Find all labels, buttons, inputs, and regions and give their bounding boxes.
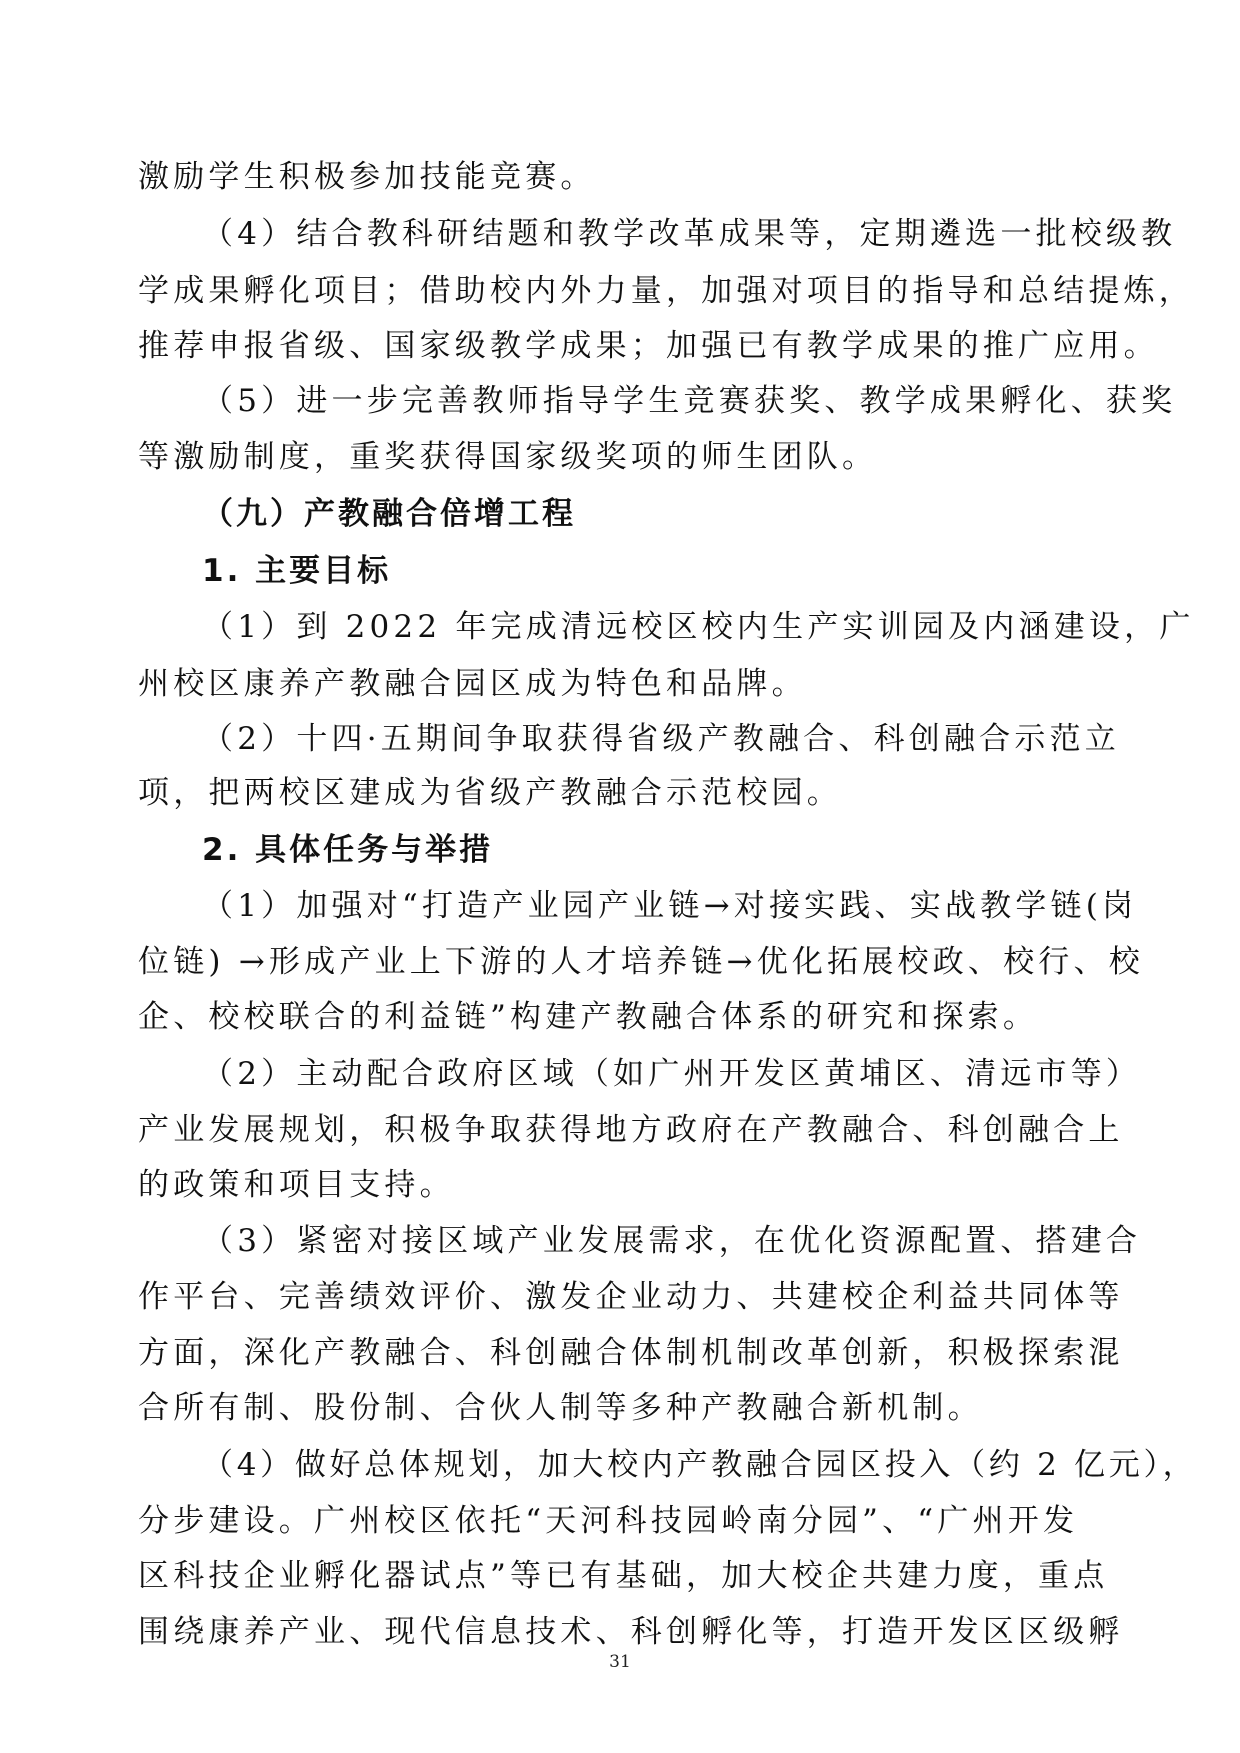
subsection-heading: 1. 主要目标 — [202, 553, 392, 589]
body-text-line: （2）主动配合政府区域（如广州开发区黄埔区、清远市等） — [202, 1056, 1142, 1092]
body-text-line: 企、校校联合的利益链”构建产教融合体系的研究和探索。 — [138, 999, 1039, 1035]
body-text-line: （3）紧密对接区域产业发展需求，在优化资源配置、搭建合 — [202, 1223, 1142, 1259]
body-text-line: （2）十四·五期间争取获得省级产教融合、科创融合示范立 — [202, 721, 1120, 757]
body-text-line: 围绕康养产业、现代信息技术、科创孵化等，打造开发区区级孵 — [138, 1614, 1124, 1650]
body-text-line: 区科技企业孵化器试点”等已有基础，加大校企共建力度，重点 — [138, 1558, 1109, 1594]
body-text-line: 分步建设。广州校区依托“天河科技园岭南分园”、“广州开发 — [138, 1503, 1079, 1539]
section-heading: （九）产教融合倍增工程 — [202, 496, 576, 532]
body-text-line: 州校区康养产教融合园区成为特色和品牌。 — [138, 666, 807, 702]
body-text-line: 作平台、完善绩效评价、激发企业动力、共建校企利益共同体等 — [138, 1279, 1124, 1315]
body-text-line: 等激励制度，重奖获得国家级奖项的师生团队。 — [138, 439, 878, 475]
body-text-line: 项，把两校区建成为省级产教融合示范校园。 — [138, 775, 842, 811]
body-text-line: （5）进一步完善教师指导学生竞赛获奖、教学成果孵化、获奖 — [202, 383, 1177, 419]
subsection-heading: 2. 具体任务与举措 — [202, 832, 494, 868]
body-text-line: （1）加强对“打造产业园产业链→对接实践、实战教学链(岗 — [202, 888, 1138, 924]
body-text-line: 的政策和项目支持。 — [138, 1167, 455, 1203]
body-text-line: 产业发展规划，积极争取获得地方政府在产教融合、科创融合上 — [138, 1112, 1124, 1148]
body-text-line: （4）结合教科研结题和教学改革成果等，定期遴选一批校级教 — [202, 216, 1177, 252]
body-text-line: 激励学生积极参加技能竞赛。 — [138, 159, 596, 195]
body-text-line: 合所有制、股份制、合伙人制等多种产教融合新机制。 — [138, 1390, 983, 1426]
body-text-line: 推荐申报省级、国家级教学成果；加强已有教学成果的推广应用。 — [138, 328, 1159, 364]
body-text-line: 位链) →形成产业上下游的人才培养链→优化拓展校政、校行、校 — [138, 944, 1144, 980]
page-number: 31 — [609, 1652, 631, 1672]
body-text-line: 学成果孵化项目；借助校内外力量，加强对项目的指导和总结提炼， — [138, 273, 1194, 309]
body-text-line: 方面，深化产教融合、科创融合体制机制改革创新，积极探索混 — [138, 1335, 1124, 1371]
body-text-line: （1）到 2022 年完成清远校区校内生产实训园及内涵建设，广 — [202, 609, 1195, 645]
body-text-line: （4）做好总体规划，加大校内产教融合园区投入（约 2 亿元）， — [202, 1447, 1198, 1483]
